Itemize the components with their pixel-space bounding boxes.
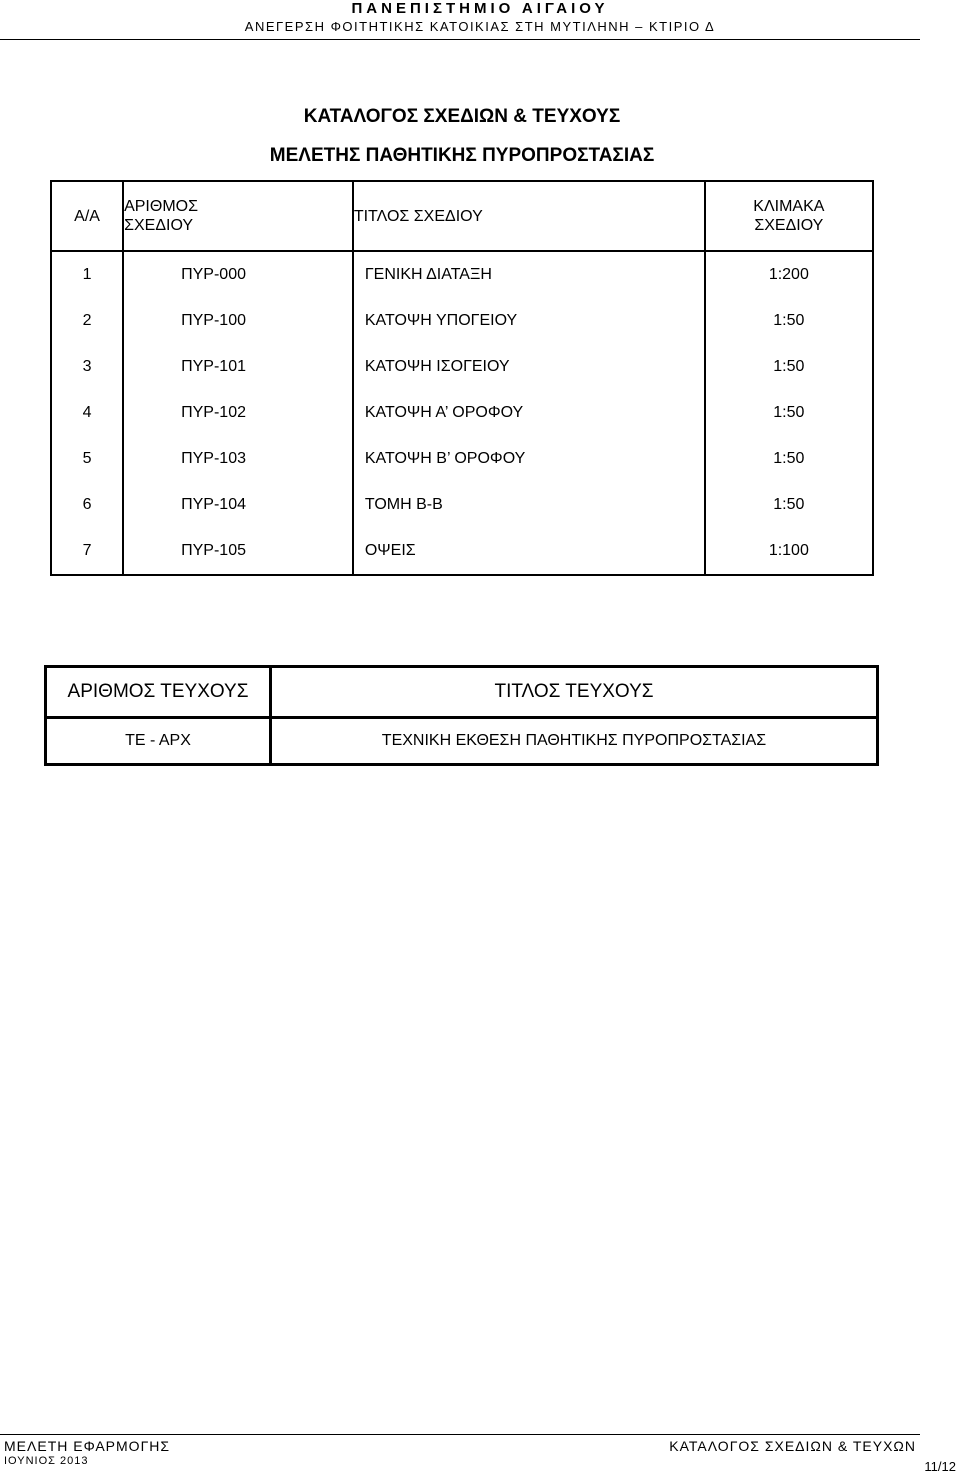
table-row <box>51 251 873 298</box>
col-header-code <box>123 181 353 251</box>
footer-study: ΜΕΛΕΤΗ ΕΦΑΡΜΟΓΗΣ <box>4 1438 171 1454</box>
col-header-no: Α/Α <box>51 181 123 251</box>
cell-title: ΚΑΤΟΨΗ Β’ ΟΡΟΦΟΥ <box>353 436 705 482</box>
cell-no: 4 <box>51 390 123 436</box>
document-title: ΚΑΤΑΛΟΓΟΣ ΣΧΕΔΙΩΝ & ΤΕΥΧΟΥΣ <box>303 106 621 127</box>
footer-doc-title: ΚΑΤΑΛΟΓΟΣ ΣΧΕΔΙΩΝ & ΤΕΥΧΩΝ <box>669 1438 916 1454</box>
drawings-table <box>50 180 874 576</box>
cell-title: ΚΑΤΟΨΗ Α’ ΟΡΟΦΟΥ <box>353 390 705 436</box>
cell-title: ΤΟΜΗ Β-Β <box>353 482 705 528</box>
col-header-code-line1: ΑΡΙΘΜΟΣ <box>124 198 198 215</box>
col-header-title: ΤΙΤΛΟΣ ΣΧΕΔΙΟΥ <box>353 181 705 251</box>
col-header-scale-line1: ΚΛΙΜΑΚΑ <box>753 198 825 215</box>
col-header-scale <box>705 181 873 251</box>
col-header-doc-code: ΑΡΙΘΜΟΣ ΤΕΥΧΟΥΣ <box>46 667 271 718</box>
cell-no: 3 <box>51 344 123 390</box>
table-row <box>51 390 873 436</box>
table-row <box>51 298 873 344</box>
header-divider <box>0 39 920 40</box>
cell-code: ΠΥΡ-000 <box>123 251 353 298</box>
page-number: 11/12 <box>924 1459 956 1474</box>
cell-no: 6 <box>51 482 123 528</box>
cell-title: ΚΑΤΟΨΗ ΥΠΟΓΕΙΟΥ <box>353 298 705 344</box>
cell-doc-title: ΤΕΧΝΙΚΗ ΕΚΘΕΣΗ ΠΑΘΗΤΙΚΗΣ ΠΥΡΟΠΡΟΣΤΑΣΙΑΣ <box>271 718 878 765</box>
cell-title: ΟΨΕΙΣ <box>353 528 705 575</box>
project-name: ΑΝΕΓΕΡΣΗ ΦΟΙΤΗΤΙΚΗΣ ΚΑΤΟΙΚΙΑΣ ΣΤΗ ΜΥΤΙΛΗΝΗ – ΚΤΙΡΙΟ Δ <box>244 19 716 34</box>
cell-doc-code: ΤΕ - ΑΡΧ <box>46 718 271 765</box>
table-row <box>51 482 873 528</box>
cell-code: ΠΥΡ-101 <box>123 344 353 390</box>
cell-no: 5 <box>51 436 123 482</box>
cell-scale: 1:50 <box>705 482 873 528</box>
cell-scale: 1:50 <box>705 298 873 344</box>
table-row <box>51 528 873 575</box>
cell-code: ΠΥΡ-103 <box>123 436 353 482</box>
document-subtitle: ΜΕΛΕΤΗΣ ΠΑΘΗΤΙΚΗΣ ΠΥΡΟΠΡΟΣΤΑΣΙΑΣ <box>269 145 655 166</box>
drawings-header-row <box>51 181 873 251</box>
footer-date: ΙΟΥΝΙΟΣ 2013 <box>4 1455 89 1467</box>
documents-header-row <box>46 667 878 718</box>
table-row <box>51 436 873 482</box>
footer-divider <box>0 1434 920 1435</box>
cell-code: ΠΥΡ-104 <box>123 482 353 528</box>
col-header-doc-title: ΤΙΤΛΟΣ ΤΕΥΧΟΥΣ <box>271 667 878 718</box>
col-header-code-line2: ΣΧΕΔΙΟΥ <box>124 217 194 234</box>
cell-title: ΓΕΝΙΚΗ ΔΙΑΤΑΞΗ <box>353 251 705 298</box>
cell-no: 7 <box>51 528 123 575</box>
cell-scale: 1:50 <box>705 436 873 482</box>
cell-title: ΚΑΤΟΨΗ ΙΣΟΓΕΙΟΥ <box>353 344 705 390</box>
cell-no: 1 <box>51 251 123 298</box>
table-row <box>51 344 873 390</box>
cell-scale: 1:200 <box>705 251 873 298</box>
cell-code: ΠΥΡ-105 <box>123 528 353 575</box>
documents-table <box>44 665 879 766</box>
cell-scale: 1:50 <box>705 390 873 436</box>
table-row <box>46 718 878 765</box>
institution-name: ΠΑΝΕΠΙΣΤΗΜΙΟ ΑΙΓΑΙΟΥ <box>351 0 609 17</box>
cell-scale: 1:100 <box>705 528 873 575</box>
cell-code: ΠΥΡ-102 <box>123 390 353 436</box>
col-header-scale-line2: ΣΧΕΔΙΟΥ <box>754 217 824 234</box>
cell-code: ΠΥΡ-100 <box>123 298 353 344</box>
cell-scale: 1:50 <box>705 344 873 390</box>
cell-no: 2 <box>51 298 123 344</box>
